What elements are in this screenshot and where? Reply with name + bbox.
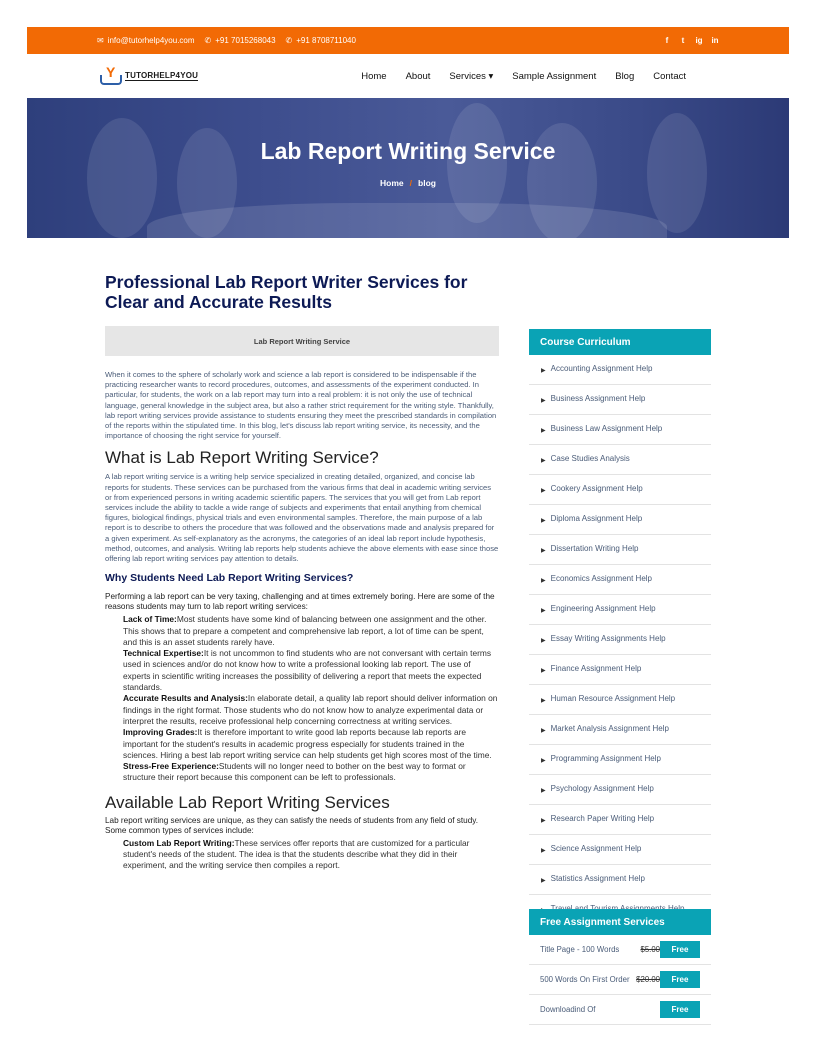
sidebar-link-label: Finance Assignment Help: [550, 664, 642, 673]
sidebar-link[interactable]: [529, 835, 711, 865]
free-service-title: Downloadind Of: [540, 1004, 596, 1014]
contact-list: [97, 36, 356, 45]
page-title: Lab Report Writing Service: [260, 138, 556, 164]
hero-banner: [27, 98, 789, 238]
sidebar-link-label: Cookery Assignment Help: [550, 484, 643, 493]
breadcrumb-separator: /: [409, 178, 413, 188]
sidebar-link-label: Science Assignment Help: [550, 844, 642, 853]
sidebar-link[interactable]: [529, 415, 711, 445]
reason-text: It is therefore important to write good lab reports because lab reports are important for the student's results in academic progress especially for students trained in the sciences. Hiring a best lab report writing service can help students get high scores most of the time.: [123, 727, 492, 760]
sidebar-link-label: Diploma Assignment Help: [550, 514, 643, 523]
top-contact-bar: [27, 27, 789, 54]
sidebar-link[interactable]: [529, 505, 711, 535]
sidebar-link-label: Programming Assignment Help: [550, 754, 661, 763]
caret-right-icon: ▶: [541, 488, 546, 494]
page-bottom-edge: [0, 1030, 816, 1056]
caret-right-icon: ▶: [541, 728, 546, 734]
sidebar-link-label: Economics Assignment Help: [550, 574, 653, 583]
facebook-icon[interactable]: f: [665, 36, 669, 45]
free-services-widget: [529, 909, 711, 1025]
sidebar-link[interactable]: [529, 385, 711, 415]
available-lead: Lab report writing services are unique, as they can satisfy the needs of students from any field of study. Some common types of services include:: [105, 815, 479, 835]
list-item: [123, 838, 499, 872]
why-lead: Performing a lab report can be very taxing, challenging and at times extremely boring. Here are some of the reasons students may turn to lab report writing services:: [105, 592, 495, 612]
nav-sample-assignment[interactable]: Sample Assignment: [512, 70, 597, 82]
sidebar-link[interactable]: [529, 565, 711, 595]
sidebar-link[interactable]: [529, 715, 711, 745]
phone-icon: ✆: [285, 36, 293, 45]
widget-heading: Course Curriculum: [529, 329, 711, 355]
intro-paragraph: When it comes to the sphere of scholarly work and science a lab report is considered to be indispensable if the practicing researcher wants to record procedures, outcomes, and assessments of the experiment conducted. In particular, for students, the work on a lab report may turn into a real problem: it is not only the use of technical language, general knowledge in the subject area, but also a rather strict requirement for the writing style. Thankfully, lab report writing services provide assistance to students ensuring they meet the prescribed standards in compilation of the reports within the stipulated time. In this blog, let's discuss lab report writing service, its necessity, and the importance of choosing the right service for yourself.: [105, 370, 497, 441]
breadcrumb-current: blog: [418, 178, 436, 188]
free-button[interactable]: Free: [660, 971, 700, 988]
breadcrumb-home[interactable]: Home: [380, 178, 404, 188]
email-text: info@tutorhelp4you.com: [107, 36, 195, 45]
service-label: Custom Lab Report Writing:: [123, 837, 235, 848]
reason-label: Technical Expertise:: [123, 648, 204, 659]
sidebar-link-label: Case Studies Analysis: [550, 454, 630, 463]
sidebar-link[interactable]: [529, 445, 711, 475]
linkedin-icon[interactable]: in: [711, 36, 719, 45]
list-item: [123, 614, 499, 648]
sidebar-link-label: Business Assignment Help: [550, 394, 646, 403]
curriculum-list: [529, 355, 711, 925]
services-list: [105, 838, 499, 872]
nav-blog[interactable]: Blog: [615, 70, 635, 82]
reasons-list: [105, 614, 499, 783]
caret-right-icon: ▶: [541, 608, 546, 614]
free-button[interactable]: Free: [660, 941, 700, 958]
image-alt-text: Lab Report Writing Service: [253, 336, 351, 346]
sidebar-link-label: Human Resource Assignment Help: [550, 694, 676, 703]
free-service-title: Title Page - 100 Words: [540, 944, 620, 954]
heading-why: Why Students Need Lab Report Writing Services?: [105, 572, 354, 585]
twitter-icon[interactable]: t: [681, 36, 685, 45]
article-title: Professional Lab Report Writer Services for Clear and Accurate Results: [105, 272, 468, 312]
phone-icon: ✆: [204, 36, 212, 45]
sidebar-link[interactable]: [529, 355, 711, 385]
menu: [361, 71, 686, 82]
article-image-placeholder: [105, 326, 499, 356]
phone-link-1[interactable]: [205, 36, 276, 45]
sidebar-link-label: Dissertation Writing Help: [550, 544, 639, 553]
phone-text-1: +91 7015268043: [215, 36, 276, 45]
sidebar-link-label: Psychology Assignment Help: [550, 784, 654, 793]
free-service-price: $20.00: [636, 975, 660, 984]
free-service-title: 500 Words On First Order: [540, 974, 630, 984]
what-paragraph: A lab report writing service is a writing help service specialized in creating detailed, organized, and concise lab reports for students. These services can be purchased from the various firms that deal in academic writing services or from experienced persons in writing academic scientific papers. The services that you will get from Lab report services include the ability to tackle a wide range of subjects and experiments that entail anything from chemical figures, biological findings, physical trials and even environmental samples. Therefore, the main purpose of a lab report is to describe to others the procedure that was followed and the observations made and analysis prepared for a given experiment. As self-explanatory as the acronyms, the categories of an ideal lab report include hypothesis, method, outcomes, and analysis. Writing lab reports help students achieve the above elements with ease since those offering lab report writing services pay attention to details.: [105, 472, 499, 564]
instagram-icon[interactable]: ig: [695, 36, 703, 45]
caret-right-icon: ▶: [541, 848, 546, 854]
caret-right-icon: ▶: [541, 668, 546, 674]
logo-icon: Y: [100, 65, 122, 87]
sidebar-link[interactable]: [529, 595, 711, 625]
article: [105, 272, 499, 872]
sidebar-link[interactable]: [529, 625, 711, 655]
logo-text: TUTORHELP4YOU: [125, 71, 199, 80]
list-item: [123, 648, 499, 693]
free-button[interactable]: Free: [660, 1001, 700, 1018]
nav-services-dropdown[interactable]: Services ▾: [449, 70, 494, 82]
caret-right-icon: ▶: [541, 878, 546, 884]
service-text: These services offer reports that are customized for a particular student's needs of the student. The idea is that the students describe what they did in their experiment, and the writing service then compiles a report.: [123, 837, 470, 871]
email-link[interactable]: [97, 36, 195, 45]
main-navigation: [27, 54, 789, 98]
sidebar-link-label: Essay Writing Assignments Help: [550, 634, 666, 643]
sidebar-link-label: Engineering Assignment Help: [550, 604, 656, 613]
sidebar-link[interactable]: [529, 685, 711, 715]
sidebar-link[interactable]: [529, 475, 711, 505]
caret-right-icon: ▶: [541, 638, 546, 644]
reason-text: Most students have some kind of balancing between one assignment and the other. This shows that to prepare a competent and comprehensive lab report, a lot of time can be spent, and this is an asset students rarely have.: [123, 614, 487, 647]
caret-right-icon: ▶: [541, 428, 546, 434]
envelope-icon: ✉: [97, 36, 104, 45]
sidebar-link[interactable]: [529, 865, 711, 895]
sidebar-link-label: Statistics Assignment Help: [550, 874, 645, 883]
caret-right-icon: ▶: [541, 548, 546, 554]
reason-label: Lack of Time:: [123, 614, 177, 625]
sidebar-link[interactable]: [529, 535, 711, 565]
reason-label: Stress-Free Experience:: [123, 761, 219, 772]
caret-right-icon: ▶: [541, 368, 546, 374]
nav-contact[interactable]: Contact: [653, 70, 686, 82]
list-item: [123, 761, 499, 784]
social-links: [663, 36, 719, 45]
breadcrumb: [27, 178, 789, 188]
caret-right-icon: ▶: [541, 788, 546, 794]
heading-available: Available Lab Report Writing Services: [105, 792, 390, 812]
sidebar-link[interactable]: [529, 655, 711, 685]
free-service-row: [529, 965, 711, 995]
sidebar-link[interactable]: [529, 805, 711, 835]
site-logo[interactable]: [100, 65, 198, 87]
caret-right-icon: ▶: [541, 818, 546, 824]
caret-right-icon: ▶: [541, 698, 546, 704]
free-services-list: [529, 935, 711, 1025]
course-curriculum-widget: [529, 329, 711, 925]
caret-right-icon: ▶: [541, 518, 546, 524]
reason-text: In elaborate detail, a quality lab report should deliver information on findings in the right format. Those students who do not know how to analyze experimental data or interpret the results, receive professional help concerning correctness at writing services.: [123, 693, 498, 726]
free-service-row: [529, 935, 711, 965]
sidebar-link-label: Research Paper Writing Help: [550, 814, 655, 823]
phone-text-2: +91 8708711040: [296, 36, 356, 45]
widget-heading: Free Assignment Services: [529, 909, 711, 935]
heading-what-is: What is Lab Report Writing Service?: [105, 448, 379, 468]
sidebar-link-label: Accounting Assignment Help: [550, 364, 653, 373]
list-item: [123, 693, 499, 727]
free-service-row: [529, 995, 711, 1025]
reason-text: Students will no longer need to bother on the best way to format or structure their report because this component can be left to professionals.: [123, 761, 466, 783]
reason-label: Accurate Results and Analysis:: [123, 693, 248, 704]
nav-about[interactable]: About: [405, 70, 431, 82]
caret-right-icon: ▶: [541, 758, 546, 764]
caret-right-icon: ▶: [541, 458, 546, 464]
list-item: [123, 727, 499, 761]
caret-right-icon: ▶: [541, 398, 546, 404]
reason-text: It is not uncommon to find students who are not conversant with certain terms used in sciences and/or do not know how to write a professional looking lab report. The use of experts in scientific writing increases the possibility of delivering a report that meets the expected standards.: [123, 648, 492, 693]
sidebar-link-label: Market Analysis Assignment Help: [550, 724, 669, 733]
nav-home[interactable]: Home: [361, 70, 387, 82]
sidebar-link[interactable]: [529, 745, 711, 775]
phone-link-2[interactable]: [286, 36, 356, 45]
sidebar-link[interactable]: [529, 775, 711, 805]
sidebar-link-label: Business Law Assignment Help: [550, 424, 663, 433]
caret-right-icon: ▶: [541, 578, 546, 584]
free-service-price: $5.00: [640, 945, 660, 954]
reason-label: Improving Grades:: [123, 727, 198, 738]
